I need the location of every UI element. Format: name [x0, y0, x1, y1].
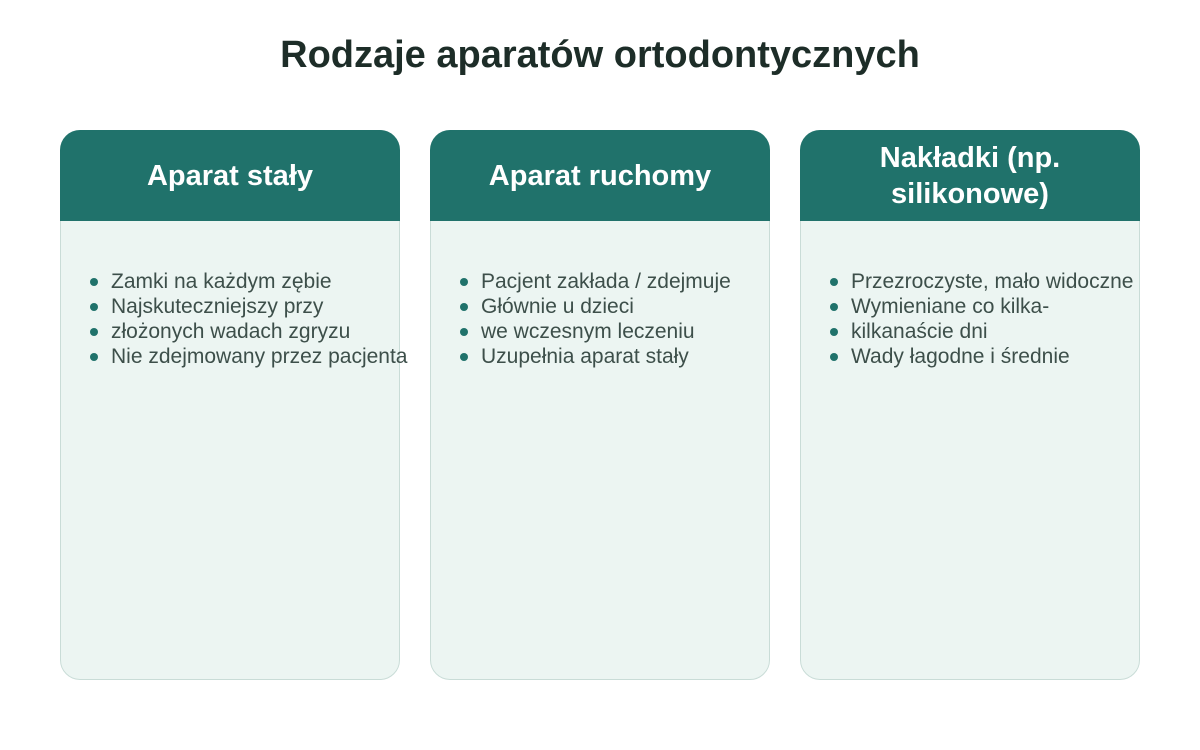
list-item-text: Głównie u dzieci — [481, 295, 634, 318]
card-header: Aparat stały — [60, 130, 400, 221]
list-item-text: Wymieniane co kilka- — [851, 295, 1050, 318]
bullet-dot-icon — [90, 353, 98, 361]
list-item — [829, 340, 1133, 382]
bullet-dot-icon — [830, 328, 838, 336]
list-item — [89, 340, 407, 382]
list-item-text: Nie zdejmowany przez pacjenta — [111, 345, 408, 368]
card-aligners — [800, 130, 1140, 680]
bullet-dot-icon — [460, 303, 468, 311]
bullet-dot-icon — [830, 353, 838, 361]
list-item-text: złożonych wadach zgryzu — [111, 320, 351, 343]
bullet-dot-icon — [830, 303, 838, 311]
feature-list — [829, 265, 1133, 382]
page-title: Rodzaje aparatów ortodontycznych — [280, 34, 920, 76]
bullet-dot-icon — [460, 353, 468, 361]
list-item-text: Uzupełnia aparat stały — [481, 345, 689, 368]
list-item-text: Wady łagodne i średnie — [851, 345, 1070, 368]
card-fixed-appliance — [60, 130, 408, 680]
list-item-text: Najskuteczniejszy przy — [111, 295, 324, 318]
list-item-text: Pacjent zakłada / zdejmuje — [481, 270, 731, 293]
list-item-text: kilkanaście dni — [851, 320, 988, 343]
bullet-dot-icon — [90, 278, 98, 286]
card-header: Aparat ruchomy — [430, 130, 770, 221]
list-item-text: Przezroczyste, mało widoczne — [851, 270, 1134, 293]
bullet-dot-icon — [830, 278, 838, 286]
list-item-text: Zamki na każdym zębie — [111, 270, 332, 293]
feature-list — [89, 265, 407, 382]
bullet-dot-icon — [90, 303, 98, 311]
card-removable-appliance — [430, 130, 770, 680]
list-item — [459, 340, 731, 382]
bullet-dot-icon — [460, 278, 468, 286]
card-header: Nakładki (np. silikonowe) — [800, 130, 1140, 221]
list-item-text: we wczesnym leczeniu — [481, 320, 695, 343]
bullet-dot-icon — [90, 328, 98, 336]
bullet-dot-icon — [460, 328, 468, 336]
feature-list — [459, 265, 731, 382]
